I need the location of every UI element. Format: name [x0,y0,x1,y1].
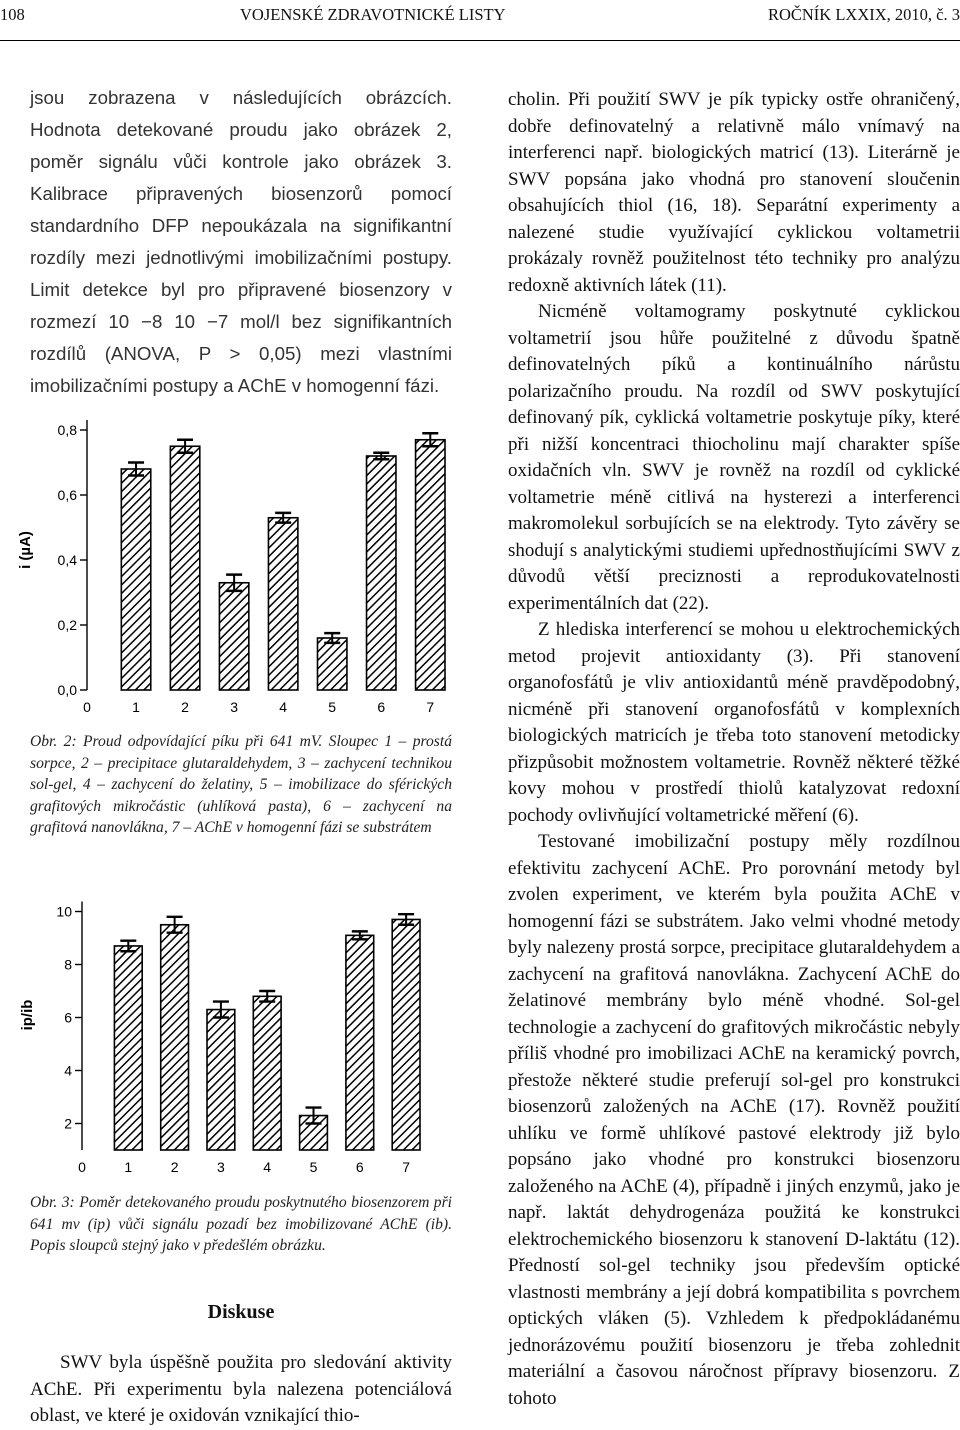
y-tick-label: 0,0 [57,682,77,698]
figure-2-chart [0,400,460,720]
bar-7 [392,919,420,1150]
y-axis-label: i (µA) [17,531,34,569]
figure-2-caption: Obr. 2: Proud odpovídající píku při 641 mV. Sloupec 1 – prostá sorpce, 2 – precipitace glutaraldehydem, 3 – zachycení technikou sol-gel, 4 – zachycení do želatiny, 5 – imobilizace do sférických grafitových mikročástic (uhlíková pasta), 6 – zachycení na grafitová nanovlákna, 7 – AChE v homogenní fázi se substrátem [30,733,452,836]
x-tick-label: 6 [355,1159,364,1175]
x-tick-label: 5 [328,699,337,715]
x-tick-label: 0 [78,1159,86,1175]
header-rule [0,40,960,41]
page-number: 108 [0,5,25,24]
x-tick-label: 2 [170,1159,179,1175]
y-tick-label: 0,4 [57,552,77,568]
bar-1 [121,469,150,690]
y-tick-label: 8 [64,956,72,973]
bar-4 [268,518,297,690]
journal-volume: ROČNÍK LXXIX, 2010, č. 3 [767,5,960,24]
y-tick-label: 6 [64,1009,72,1026]
x-tick-label: 6 [377,699,386,715]
page-header [0,0,960,40]
bar-4 [253,996,281,1150]
y-tick-label: 0,8 [57,422,77,438]
left-column [30,82,452,402]
x-tick-label: 4 [279,699,288,715]
y-tick-label: 10 [56,903,72,920]
bar-7 [416,440,445,690]
x-tick-label: 1 [124,1159,133,1175]
bar-2 [170,446,199,690]
x-tick-label: 2 [181,699,189,715]
results-paragraph: jsou zobrazena v následujících obrázcích. Hodnota detekované proudu jako obrázek 2, poměr signálu vůči kontrole jako obrázek 3. Kalibrace připravených biosenzorů pomocí standardního DFP nepoukázala na signifikantní rozdíly mezi jednotlivými imobilizačními postupy. Limit detekce byl pro připravené biosenzory v rozmezí 10 −8 10 −7 mol/l bez signifikantních rozdílů (ANOVA, P > 0,05) mezi vlastními imobilizačními postupy a AChE v homogenní fázi. [30,87,452,396]
right-paragraph-2: Nicméně voltamogramy poskytnuté cyklickou voltametrií jsou hůře použitelné z důvodu špatně definovatelných píků a kontinuálního nárůstu polarizačního proudu. Na rozdíl od SWV poskytující definovaný pík, cyklická voltametrie poskytuje píky, které při nižší koncentraci thiocholinu mají charakter spíše oxidačních vln. SWV je rovněž na rozdíl od cyklické voltametrie méně citlivá na hysterezi a interferenci makromolekul sorbujících se na elektrody. Tyto závěry se shodují s analytickými studiemi upřednostňujícími SWV z důvodů větší preciznosti a reprodukovatelnosti experimentálních dat (22). [508,301,960,614]
x-tick-label: 1 [132,699,140,715]
x-tick-label: 0 [83,699,91,715]
y-axis-label: ip/ib [19,999,36,1031]
x-tick-label: 3 [230,699,239,715]
bar-3 [207,1010,235,1150]
journal-name: VOJENSKÉ ZDRAVOTNICKÉ LISTY [240,5,506,24]
figure-2 [0,400,460,720]
bar-5 [317,638,346,690]
bar-6 [367,456,396,690]
discussion-paragraph: SWV byla úspěšně použita pro sledování aktivity AChE. Při experimentu byla nalezena potenciálová oblast, ve které je oxidován vznikající thio- [30,1352,452,1426]
y-tick-label: 4 [64,1062,72,1079]
x-tick-label: 7 [402,1159,411,1175]
x-tick-label: 4 [263,1159,272,1175]
bar-3 [219,583,248,690]
right-paragraph-1: cholin. Při použití SWV je pík typicky ostře ohraničený, dobře definovatelný a relativně málo vnímavý na interferenci např. biologických matricí (13). Literárně je SWV popsána jako vhodná pro stanovení sloučenin obsahujících thiol (16, 18). Separátní experimenty a nalezené studie využívající cyklickou voltametrii prokázaly rovněž použitelnost této techniky pro analýzu redoxně aktivních látek (11). [508,89,960,296]
right-column [508,87,960,1412]
y-tick-label: 0,6 [57,487,77,503]
figure-3 [0,865,460,1190]
right-paragraph-3: Z hlediska interferencí se mohou u elektrochemických metod projevit antioxidanty (3). Při stanovení organofosfátů je vliv antioxidantů méně pravděpodobný, nicméně při stanovení organofosfátů v komplexních biologických matricích je třeba toto stanovení metodicky přizpůsobit možnostem voltametrie. Rovněž některé těžké kovy mohou v prostředí thiolů katalyzovat redoxní pochody ovlivňující voltametrické měření (6). [508,619,960,826]
y-tick-label: 2 [64,1115,72,1132]
figure-3-caption: Obr. 3: Poměr detekovaného proudu poskytnutého biosenzorem při 641 mv (ip) vůči signálu pozadí bez imobilizované AChE (ib). Popis sloupců stejný jako v předešlém obrázku. [30,1194,452,1254]
figure-3-chart [0,865,460,1190]
y-tick-label: 0,2 [57,617,77,633]
x-tick-label: 5 [309,1159,318,1175]
x-tick-label: 7 [426,699,435,715]
discussion-paragraph-start [30,1350,452,1430]
bar-1 [114,946,142,1150]
right-paragraph-4: Testované imobilizační postupy měly rozdílnou efektivitu zachycení AChE. Pro porovnání metody byl zvolen experiment, ve kterém byla použita AChE v homogenní fázi se substrátem. Jako velmi vhodné metody byly nalezeny prostá sorpce, precipitace glutaraldehydem a zachycení na grafitová nanovlákna. Zachycení AChE do želatinové membrány bylo méně vhodné. Sol-gel technologie a zachycení do grafitových mikročástic nebyly příliš vhodné pro imobilizaci AChE na keramický povrch, přestože některé studie preferují sol-gel pro konstrukci biosenzorů založených na AChE (17). Rovněž použití uhlíku ve formě uhlíkové pastové elektrody již bylo popsáno jako vhodné pro konstrukci biosenzoru založeného na AChE (4), případně i jiných enzymů, jako je např. laktát dehydrogenáza použitá ke konstrukci elektrochemického biosenzoru k stanovení D-laktátu (12). Předností sol-gel techniky jsou především optické vlastnosti membrány a její dobrá kompatibilita s povrchem optických vláken (5). Vzhledem k předpokládanému jednorázovému použití biosenzoru je třeba zohlednit materiální a časovou náročnost přípravy biosenzoru. Z tohoto [508,831,960,1409]
bar-2 [161,925,189,1150]
bar-6 [346,935,374,1150]
section-heading-diskuse: Diskuse [207,1301,275,1323]
x-tick-label: 3 [217,1159,225,1175]
